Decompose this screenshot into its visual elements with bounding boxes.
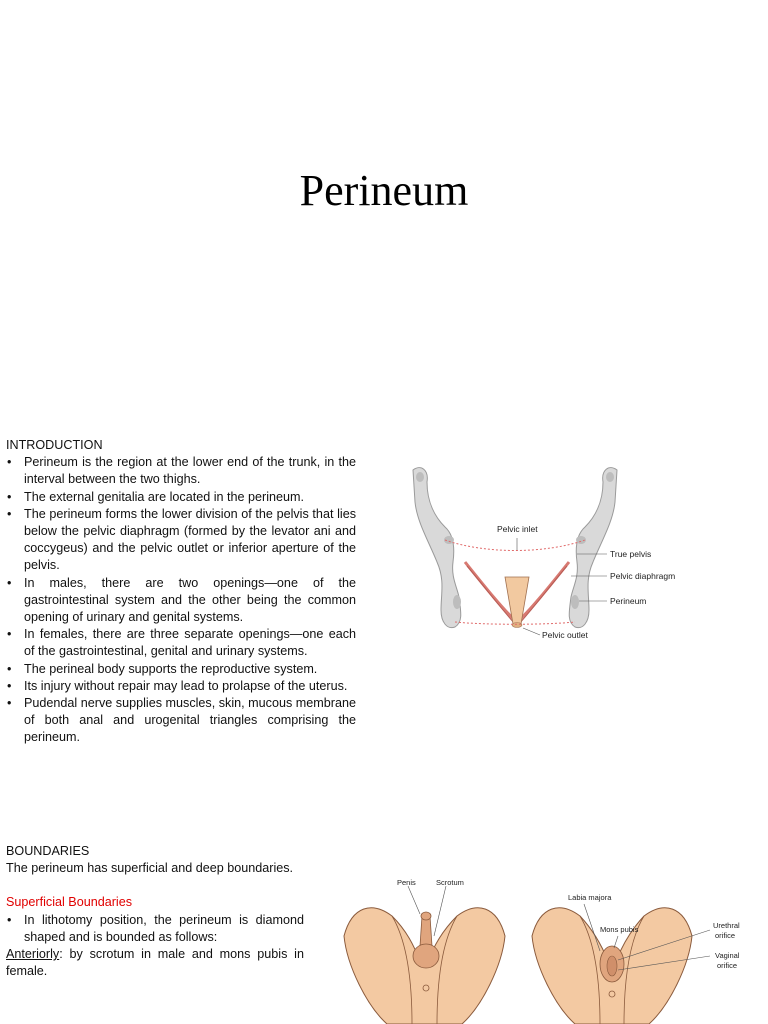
lithotomy-diagram xyxy=(342,876,742,1024)
boundaries-intro: The perineum has superficial and deep boundaries. xyxy=(6,861,294,876)
vaginal-orifice-label: Vaginal xyxy=(715,951,740,960)
anteriorly-line xyxy=(6,946,304,980)
anteriorly-label: Anteriorly xyxy=(6,947,60,962)
urethral-orifice-label-2: orifice xyxy=(715,931,736,940)
female-perineum-illustration xyxy=(532,893,740,1024)
mons-pubis-label: Mons pubis xyxy=(600,925,639,934)
list-item: • In females, there are three separate openings—one each of the gastrointestinal, genital and urinary systems. xyxy=(6,626,356,660)
scrotum-label: Scrotum xyxy=(436,878,464,887)
pelvic-diaphragm-label: Pelvic diaphragm xyxy=(610,571,676,581)
superficial-boundaries-heading: Superficial Boundaries xyxy=(6,895,133,910)
male-perineum-illustration xyxy=(344,878,505,1024)
true-pelvis-label: True pelvis xyxy=(610,549,652,559)
pelvis-diagram xyxy=(405,462,690,647)
penis-label: Penis xyxy=(397,878,416,887)
page-title: Perineum xyxy=(299,166,469,215)
anteriorly-text: : by scrotum in male and mons pubis in female. xyxy=(6,947,304,979)
list-item: • Perineum is the region at the lower end of the trunk, in the interval between the two thighs. xyxy=(6,454,356,488)
perineum-label: Perineum xyxy=(610,596,647,606)
boundaries-heading: BOUNDARIES xyxy=(6,844,90,858)
list-item: • The perineum forms the lower division of the pelvis that lies below the pelvic diaphragm (formed by the levator ani and coccygeus) and the pelvic outlet or inferior aperture of the pelvis. xyxy=(6,506,356,575)
superficial-list xyxy=(6,912,304,946)
urethral-orifice-label: Urethral xyxy=(713,921,740,930)
introduction-heading: INTRODUCTION xyxy=(6,438,103,452)
labia-majora-label: Labia majora xyxy=(568,893,612,902)
pelvic-inlet-line xyxy=(445,540,585,551)
list-item: • In lithotomy position, the perineum is diamond shaped and is bounded as follows: xyxy=(6,912,304,946)
introduction-section xyxy=(6,437,356,747)
pelvic-inlet-label: Pelvic inlet xyxy=(497,524,538,534)
list-item: • The external genitalia are located in the perineum. xyxy=(6,489,356,506)
list-item: • Pudendal nerve supplies muscles, skin, mucous membrane of both anal and urogenital triangles comprising the perineum. xyxy=(6,695,356,747)
list-item: • In males, there are two openings—one of the gastrointestinal system and the other being the common opening of urinary and genital systems. xyxy=(6,575,356,627)
introduction-list xyxy=(6,454,356,746)
pelvic-outlet-label: Pelvic outlet xyxy=(542,630,588,640)
boundaries-section xyxy=(6,843,304,980)
vaginal-orifice-label-2: orifice xyxy=(717,961,738,970)
list-item: • The perineal body supports the reproductive system. xyxy=(6,661,356,678)
list-item: • Its injury without repair may lead to prolapse of the uterus. xyxy=(6,678,356,695)
